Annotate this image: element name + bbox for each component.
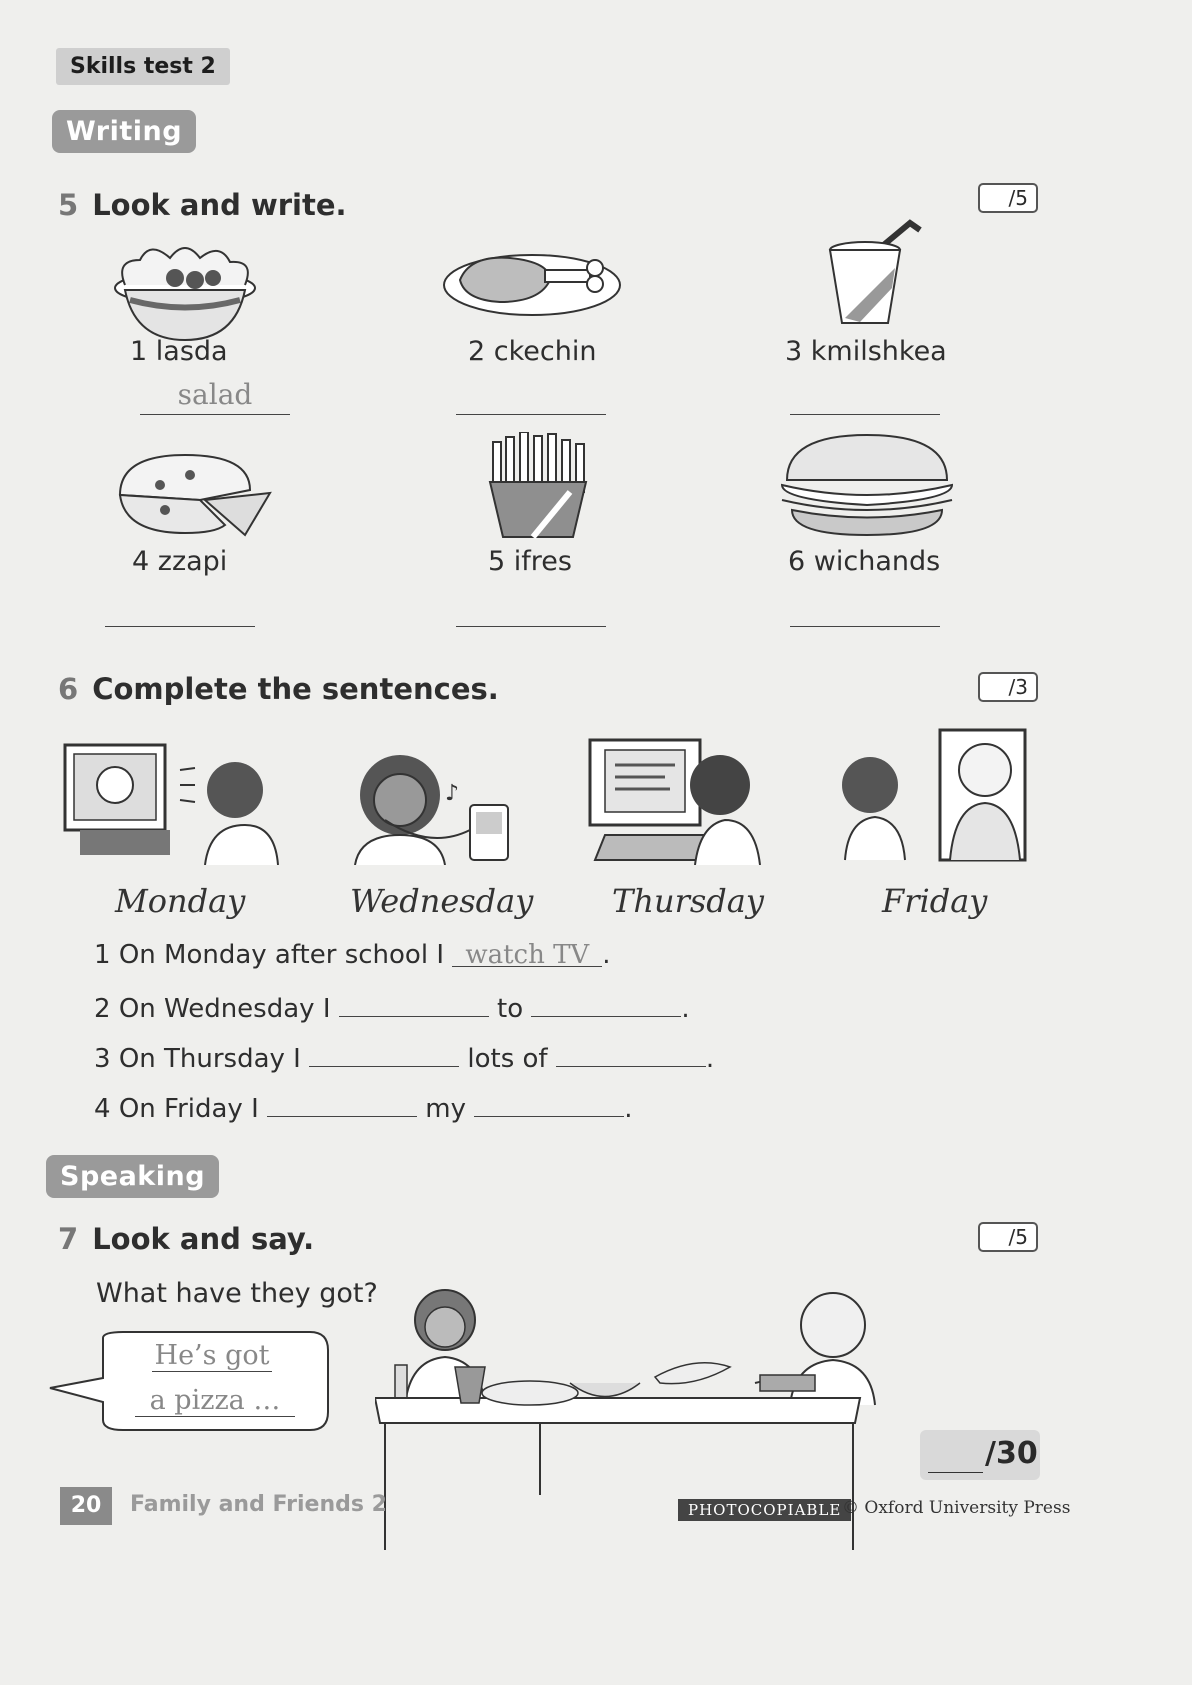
- q6-title: [58, 672, 499, 706]
- skills-test-label: Skills test 2: [56, 48, 230, 85]
- milkshake-icon: [820, 218, 930, 328]
- listening-music-icon: [330, 740, 540, 865]
- q5-item-1-word: 1 lasda: [130, 336, 228, 367]
- q6-s3-blank-1[interactable]: [309, 1040, 459, 1067]
- q5-answer-1[interactable]: [140, 378, 290, 415]
- q5-item-4-word: 4 zzapi: [132, 546, 228, 577]
- q7-number: 7: [58, 1222, 79, 1256]
- speaking-section-label: Speaking: [46, 1155, 219, 1198]
- photocopiable-label: PHOTOCOPIABLE: [678, 1499, 851, 1521]
- q7-prompt: What have they got?: [96, 1278, 378, 1309]
- visiting-grandma-icon: [830, 725, 1030, 865]
- bubble-line-2: a pizza …: [135, 1385, 295, 1417]
- q6-s2-blank-2[interactable]: [531, 990, 681, 1017]
- using-computer-icon: [585, 735, 785, 865]
- q5-answer-4[interactable]: [105, 590, 255, 627]
- day-label-friday: Friday: [882, 882, 988, 920]
- q6-s1-answer: watch TV: [465, 940, 590, 970]
- q6-number: 6: [58, 672, 79, 706]
- q7-score-box[interactable]: /5: [978, 1222, 1038, 1252]
- q5-answer-3[interactable]: [790, 378, 940, 415]
- q6-sentence-3: 3 On Thursday I lots of .: [94, 1040, 714, 1074]
- q5-item-6-word: 6 wichands: [788, 546, 941, 577]
- svg-text:♪: ♪: [445, 781, 460, 806]
- q5-title-text: Look and write.: [92, 188, 347, 222]
- chicken-icon: [440, 240, 625, 320]
- q5-item-2-word: 2 ckechin: [468, 336, 597, 367]
- q5-answer-1-text: salad: [177, 378, 253, 411]
- q6-score-box[interactable]: /3: [978, 672, 1038, 702]
- q5-answer-6[interactable]: [790, 590, 940, 627]
- fries-icon: [478, 432, 598, 542]
- q6-sentence-2: 2 On Wednesday I to .: [94, 990, 690, 1024]
- q5-item-3-word: 3 kmilshkea: [785, 336, 947, 367]
- q6-sentence-4: 4 On Friday I my .: [94, 1090, 633, 1124]
- pizza-icon: [110, 445, 280, 545]
- total-score-value: /30: [985, 1436, 1038, 1471]
- publisher-credit: © Oxford University Press: [842, 1498, 1071, 1518]
- q6-s3-blank-2[interactable]: [556, 1040, 706, 1067]
- total-score-line[interactable]: [928, 1472, 983, 1473]
- q6-s1-blank[interactable]: [452, 940, 602, 970]
- q5-number: 5: [58, 188, 79, 222]
- book-title: Family and Friends 2: [130, 1492, 387, 1517]
- q5-item-5-word: 5 ifres: [488, 546, 572, 577]
- writing-section-label: Writing: [52, 110, 196, 153]
- q5-title: [58, 188, 347, 222]
- q6-s4-blank-1[interactable]: [267, 1090, 417, 1117]
- day-label-monday: Monday: [115, 882, 246, 920]
- watching-tv-icon: [60, 740, 290, 865]
- bubble-line-1: He’s got: [152, 1340, 272, 1372]
- q6-title-text: Complete the sentences.: [92, 672, 499, 706]
- day-label-wednesday: Wednesday: [350, 882, 534, 920]
- page-number: 20: [60, 1487, 112, 1525]
- q5-answer-2[interactable]: [456, 378, 606, 415]
- q7-title: [58, 1222, 314, 1256]
- q7-title-text: Look and say.: [92, 1222, 315, 1256]
- salad-icon: [95, 230, 275, 350]
- q5-answer-5[interactable]: [456, 590, 606, 627]
- q6-sentence-1: 1 On Monday after school I watch TV .: [94, 940, 611, 970]
- q6-s2-blank-1[interactable]: [339, 990, 489, 1017]
- q5-score-box[interactable]: /5: [978, 183, 1038, 213]
- day-label-thursday: Thursday: [612, 882, 764, 920]
- q6-s4-blank-2[interactable]: [474, 1090, 624, 1117]
- sandwich-icon: [772, 430, 962, 540]
